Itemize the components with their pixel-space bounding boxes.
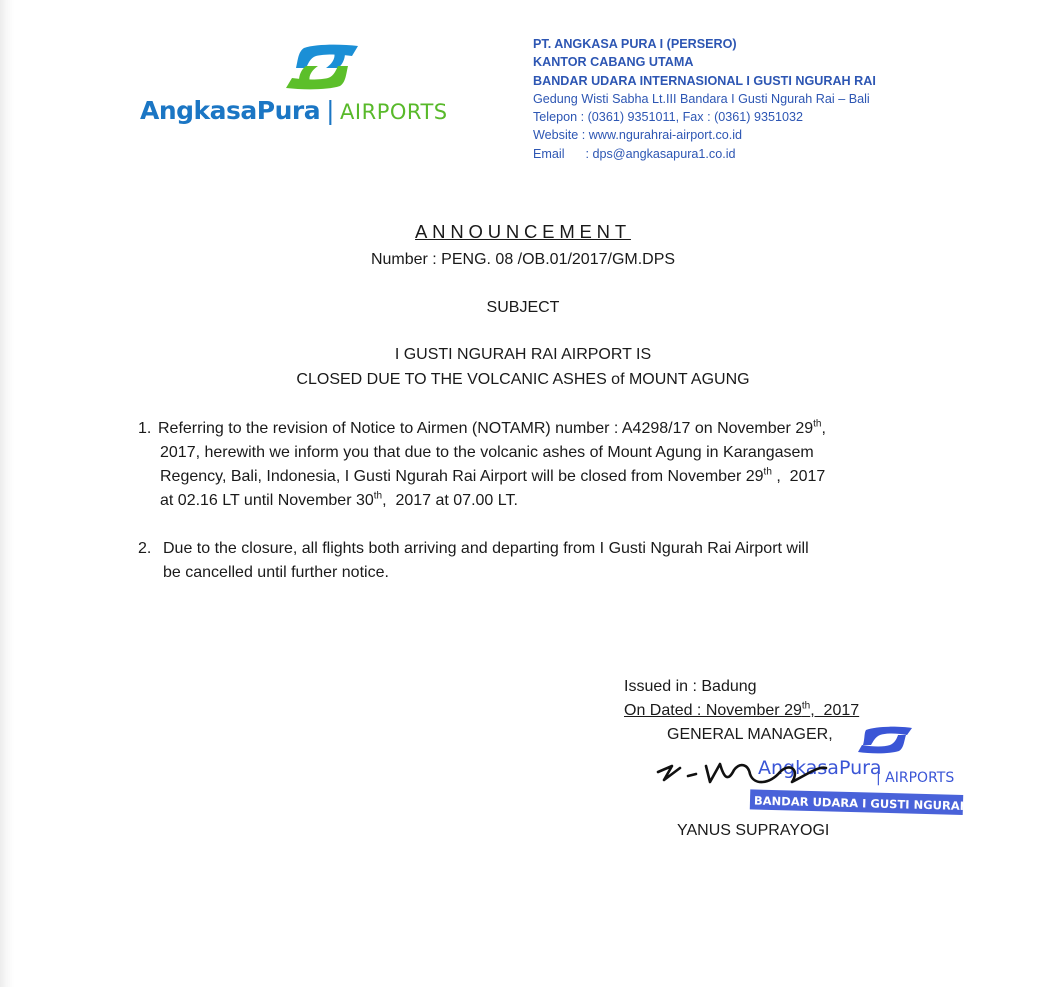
item-1-line-2: 2017, herewith we inform you that due to the volcanic ashes of Mount Agung in Karangasem xyxy=(160,444,814,461)
logo-separator: | xyxy=(326,96,335,125)
logo-brand-text: AngkasaPura xyxy=(140,96,321,125)
item-1-line-3 xyxy=(160,465,825,489)
issue-date-text: On Dated : November 29 xyxy=(624,702,802,719)
announcement-number: Number : PENG. 08 /OB.01/2017/GM.DPS xyxy=(370,251,676,268)
item-1-text: Regency, Bali, Indonesia, I Gusti Ngurah Rai Airport will be closed from November 29 xyxy=(160,468,764,485)
address: Gedung Wisti Sabha Lt.III Bandara I Gusti Ngurah Rai – Bali xyxy=(533,91,870,106)
list-item-number: 2. xyxy=(138,540,152,557)
signatory-name: YANUS SUPRAYOGI xyxy=(677,822,830,839)
ordinal-suffix: th xyxy=(373,490,383,502)
item-1-text: Referring to the revision of Notice to Airmen (NOTAMR) number : A4298/17 on November 29 xyxy=(158,420,814,437)
item-1-line-1 xyxy=(158,417,826,441)
company-name: PT. ANGKASA PURA I (PERSERO) xyxy=(533,37,737,51)
issued-in: Issued in : Badung xyxy=(624,678,757,695)
issue-date-text: , 2017 xyxy=(810,702,860,719)
stamp-logo-icon xyxy=(858,727,912,754)
angkasa-pura-logo-icon xyxy=(282,42,362,92)
ordinal-suffix: th xyxy=(763,466,772,478)
ordinal-suffix: th xyxy=(813,418,822,430)
stamp-band-text: BANDAR UDARA I GUSTI NGURAH RAI xyxy=(753,793,996,814)
list-item-number: 1. xyxy=(138,420,152,437)
issue-date xyxy=(624,702,859,720)
stamp-sub-text: | AIRPORTS xyxy=(876,770,955,786)
email: Email : dps@angkasapura1.co.id xyxy=(533,146,736,161)
item-1-text: at 02.16 LT until November 30 xyxy=(160,492,374,509)
item-1-text: , 2017 at 07.00 LT. xyxy=(382,492,518,509)
company-logo-wordmark xyxy=(140,96,448,125)
subject-line-1: I GUSTI NGURAH RAI AIRPORT IS xyxy=(394,346,652,363)
stamp-brand-text: AngkasaPura xyxy=(758,757,882,779)
logo-subtitle: AIRPORTS xyxy=(340,100,448,124)
subject-label: SUBJECT xyxy=(486,299,560,316)
phone-fax: Telepon : (0361) 9351011, Fax : (0361) 9351032 xyxy=(533,110,804,125)
item-2-line-1: Due to the closure, all flights both arriving and departing from I Gusti Ngurah Rai Airport will xyxy=(163,540,809,557)
item-1-text: , 2017 xyxy=(771,468,826,485)
announcement-title: ANNOUNCEMENT xyxy=(415,221,631,242)
official-stamp xyxy=(650,722,996,822)
airport-name: BANDAR UDARA INTERNASIONAL I GUSTI NGURAH RAI xyxy=(533,73,876,88)
letterhead-contact-block xyxy=(533,35,876,163)
branch-office: KANTOR CABANG UTAMA xyxy=(533,55,694,70)
website: Website : www.ngurahrai-airport.co.id xyxy=(533,128,743,143)
subject-line-2: CLOSED DUE TO THE VOLCANIC ASHES of MOUNT AGUNG xyxy=(296,371,750,388)
ordinal-suffix: th xyxy=(801,700,811,712)
item-1-text: , xyxy=(821,420,826,437)
signatory-position: GENERAL MANAGER, xyxy=(667,726,833,743)
item-1-line-4 xyxy=(160,489,518,513)
item-2-line-2: be cancelled until further notice. xyxy=(163,564,389,581)
